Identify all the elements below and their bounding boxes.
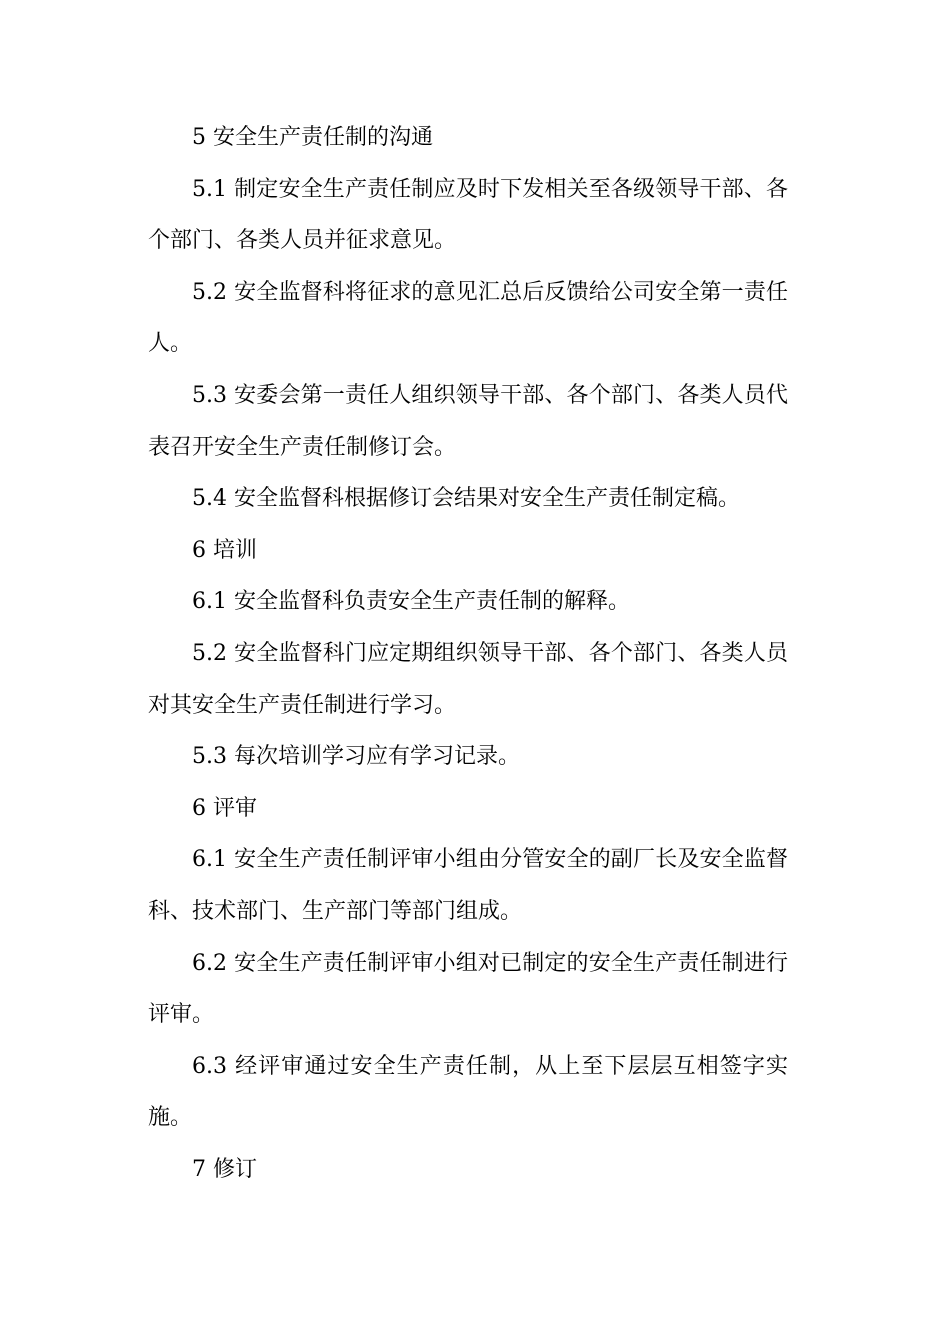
document-body [148,112,788,1195]
paragraph: 6.2 安全生产责任制评审小组对已制定的安全生产责任制进行评审。 [148,950,788,1028]
paragraph: 5.3 安委会第一责任人组织领导干部、各个部门、各类人员代表召开安全生产责任制修订会。 [148,382,788,460]
paragraph: 5.2 安全监督科门应定期组织领导干部、各个部门、各类人员对其安全生产责任制进行学习。 [148,640,788,718]
section-heading: 6 培训 [192,537,257,563]
paragraph: 5.2 安全监督科将征求的意见汇总后反馈给公司安全第一责任人。 [148,279,788,357]
paragraph: 6.1 安全监督科负责安全生产责任制的解释。 [192,589,630,615]
paragraph: 5.1 制定安全生产责任制应及时下发相关至各级领导干部、各个部门、各类人员并征求意见。 [148,176,788,254]
paragraph: 6.3 经评审通过安全生产责任制，从上至下层层互相签字实施。 [148,1053,788,1131]
section-heading: 5 安全生产责任制的沟通 [192,125,433,150]
paragraph: 6.1 安全生产责任制评审小组由分管安全的副厂长及安全监督科、技术部门、生产部门等部门组成。 [148,847,788,924]
section-heading: 6 评审 [192,795,257,821]
paragraph: 5.3 每次培训学习应有学习记录。 [192,744,520,770]
section-heading: 7 修订 [192,1156,257,1182]
paragraph: 5.4 安全监督科根据修订会结果对安全生产责任制定稿。 [192,486,740,512]
